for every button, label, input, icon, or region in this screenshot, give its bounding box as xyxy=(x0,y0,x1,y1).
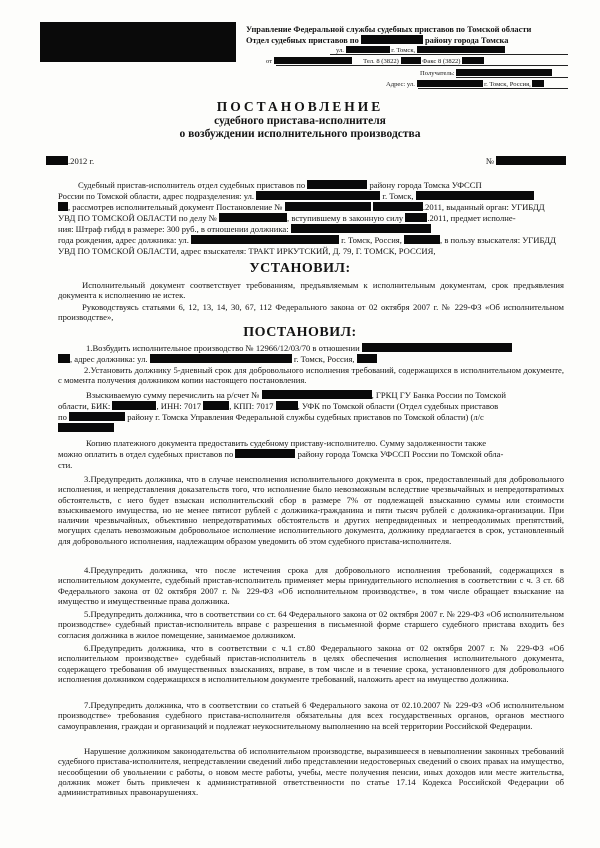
redaction xyxy=(262,390,372,399)
intro-line-3: , рассмотрев исполнительный документ Постановление № .2011, выданный орган: УГИБДД xyxy=(58,202,545,212)
payment-line-1: Взыскиваемую сумму перечислить на р/счет № , ГРКЦ ГУ Банка России по Томской xyxy=(86,390,507,400)
redaction xyxy=(219,213,287,222)
redaction xyxy=(357,354,377,363)
redaction xyxy=(405,213,427,222)
redaction xyxy=(417,80,483,87)
redaction xyxy=(417,46,505,53)
redaction xyxy=(203,401,229,410)
redaction xyxy=(456,69,552,76)
redaction xyxy=(416,191,534,200)
item-2: 2.Установить должнику 5-дневный срок для добровольного исполнения требований, содержащихся в исполнительном документе, с момента получения должником копии настоящего постановления. xyxy=(58,365,564,386)
redaction xyxy=(191,235,339,244)
redaction xyxy=(532,80,544,87)
redaction xyxy=(361,35,423,44)
header-agency: Управление Федеральной службы судебных приставов по Томской области xyxy=(246,25,532,34)
intro-line-1: Судебный пристав-исполнитель отдел судебных приставов по району города Томска УФССП xyxy=(78,180,482,190)
redaction xyxy=(401,57,421,64)
redaction xyxy=(58,354,70,363)
recipient-label: Получатель: xyxy=(420,69,552,78)
redaction xyxy=(404,235,440,244)
redaction xyxy=(362,343,512,352)
redaction xyxy=(58,423,114,432)
redaction xyxy=(373,202,423,211)
redacted-stamp-block xyxy=(40,22,236,62)
header-department: Отдел судебных приставов по району города Томска xyxy=(246,36,509,45)
intro-line-4: УВД ПО ТОМСКОЙ ОБЛАСТИ по делу № , вступившему в законную силу .2011, предмет исполне- xyxy=(58,213,516,223)
tel-underline xyxy=(276,65,568,66)
ustanovil-paragraph-2: Руководствуясь статьями 6, 12, 13, 14, 30, 67, 112 Федерального закона от 02 октября 2007 г. № 229-ФЗ «Об исполнительном производстве», xyxy=(58,302,564,323)
intro-line-7: УВД ПО ТОМСКОЙ ОБЛАСТИ, адрес взыскателя: ТРАКТ ИРКУТСКИЙ, Д. 79, Г. ТОМСК, РОССИЯ, xyxy=(58,246,436,256)
redaction xyxy=(307,180,367,189)
header-address: ул. г. Томск, xyxy=(336,46,505,55)
payment-line-3: по району г. Томска Управления Федеральной службы судебных приставов по Томской области) (л/с xyxy=(58,412,484,422)
copy-line-3: сти. xyxy=(58,460,73,470)
recipient-address-underline xyxy=(418,88,568,89)
redaction xyxy=(274,57,352,64)
redaction xyxy=(256,191,380,200)
item-6: 6.Предупредить должника, что в соответствии с ч.1 ст.80 Федерального закона от 02 октября 2007 г. № 229-ФЗ «Об исполнительном производстве» судебный пристав-исполнитель в целях обеспечения исполнения исполнительного документа, содержащего требования об имущественных взысканиях, вправе, в том числе и в течение срока, установленного для добровольного исполнения должником содержащихся в исполнительном документе требований, наложить арест на имущество должника. xyxy=(58,643,564,684)
redaction xyxy=(346,46,390,53)
redaction xyxy=(276,401,298,410)
document-date: .2012 г. xyxy=(46,156,94,166)
copy-line-2: можно оплатить в отдел судебных приставов по району города Томска УФССП России по Томской обла- xyxy=(58,449,504,459)
redaction xyxy=(150,354,292,363)
item-3: 3.Предупредить должника, что в случае неисполнения исполнительного документа в срок, предоставленный для добровольного исполнения, и непредставления доказательств того, что исполнение было невозможным вследствие чрезвычайных и непредотвратимых обстоятельств, с него будет взыскан исполнительский сбор в размере 7% от подлежащей взысканию суммы или стоимости взыскиваемого имущества, но не менее пятисот рублей с должника-гражданина и пяти тысяч рублей с должника-организации. При наличии чрезвычайных, объективно непредотвратимых обстоятельств и других непредвиденных и непреодолимых препятствий, могущих сделать невозможным добровольное исполнение исполнительного документа, должнику предлагается в срок, установленный для добровольного исполнения, надлежащим образом уведомить об этом судебного пристава-исполнителя. xyxy=(58,474,564,546)
document-subtitle-2: о возбуждении исполнительного производства xyxy=(179,128,421,140)
section-heading-postanovil: ПОСТАНОВИЛ: xyxy=(243,325,357,340)
redaction xyxy=(496,156,566,165)
document-number: № xyxy=(486,156,566,166)
copy-line-1: Копию платежного документа предоставить судебному приставу-исполнителю. Сумму задолженности также xyxy=(86,438,487,448)
redaction xyxy=(285,202,371,211)
section-heading-ustanovil: УСТАНОВИЛ: xyxy=(249,261,351,276)
address-underline xyxy=(330,54,568,55)
item-8: Нарушение должником законодательства об исполнительном производстве, выразившееся в невыполнении законных требований судебного пристава-исполнителя, непредставлении сведений либо представлении недостоверных сведений о своих правах на имущество, несообщении об увольнении с работы, о новом месте работы, учебы, месте получения пенсии, иных доходов или месте жительства, должник может быть привлечен к административной ответственности по статье 17.14 Кодекса Российской Федерации об административных правонарушениях. xyxy=(58,746,564,798)
redaction xyxy=(69,412,125,421)
payment-line-4 xyxy=(58,423,114,433)
item-1-line-2: , адрес должника: ул. г. Томск, Россия, xyxy=(58,354,377,364)
recipient-address: Адрес: ул. г. Томск, Россия, xyxy=(386,80,544,89)
redaction xyxy=(112,401,156,410)
document-subtitle-1: судебного пристава-исполнителя xyxy=(214,115,386,127)
intro-line-2: России по Томской области, адрес подразделения: ул. г. Томск, xyxy=(58,191,534,201)
item-1-line-1: 1.Возбудить исполнительное производство № 12966/12/03/70 в отношении xyxy=(86,343,512,353)
intro-line-6: года рождения, адрес должника: ул. г. Томск, Россия, , в пользу взыскателя: УГИБДД xyxy=(58,235,556,245)
item-4: 4.Предупредить должника, что после истечения срока для добровольного исполнения требований, содержащихся в исполнительном документе, судебный пристав-исполнитель применяет меры принудительного исполнения в соответствии с ч. 3 ст. 68 Федерального закона от 02 октября 2007 г. № 229-ФЗ «Об исполнительном производстве», в том числе обращает взыскание на имущество и имущественные права должника. xyxy=(58,565,564,606)
redaction xyxy=(291,224,431,233)
item-5: 5.Предупредить должника, что в соответствии со ст. 64 Федерального закона от 02 октября 2007 г. № 229-ФЗ «Об исполнительном производстве» судебный пристав-исполнитель вправе с разрешения в письменной форме старшего судебного пристава входить без согласия должника в жилое помещение, занимаемое должником. xyxy=(58,609,564,640)
redaction xyxy=(58,202,68,211)
item-7: 7.Предупредить должника, что в соответствии со статьей 6 Федерального закона от 02.10.2007 № 229-ФЗ «Об исполнительном производстве» требования судебного пристава-исполнителя обязательны для всех государственных органов, органов местного самоуправления, граждан и организаций и подлежат неукоснительному выполнению на всей территории Российской Федерации. xyxy=(58,700,564,731)
redaction xyxy=(462,57,484,64)
document-title: ПОСТАНОВЛЕНИЕ xyxy=(216,99,384,114)
header-from-tel-fax: от Тел. 8 (3822) Факс 8 (3822) xyxy=(266,57,484,66)
redaction xyxy=(235,449,295,458)
intro-line-5: ния: Штраф гибдд в размере: 300 руб., в отношении должника: xyxy=(58,224,431,234)
redaction xyxy=(46,156,68,165)
recipient-underline xyxy=(456,77,568,78)
ustanovil-paragraph-1: Исполнительный документ соответствует требованиям, предъявляемым к исполнительным документам, срок предъявления документа к исполнению не истек. xyxy=(58,280,564,301)
payment-line-2: области, БИК: , ИНН: 7017 , КПП: 7017 , УФК по Томской области (Отдел судебных приставов xyxy=(58,401,499,411)
